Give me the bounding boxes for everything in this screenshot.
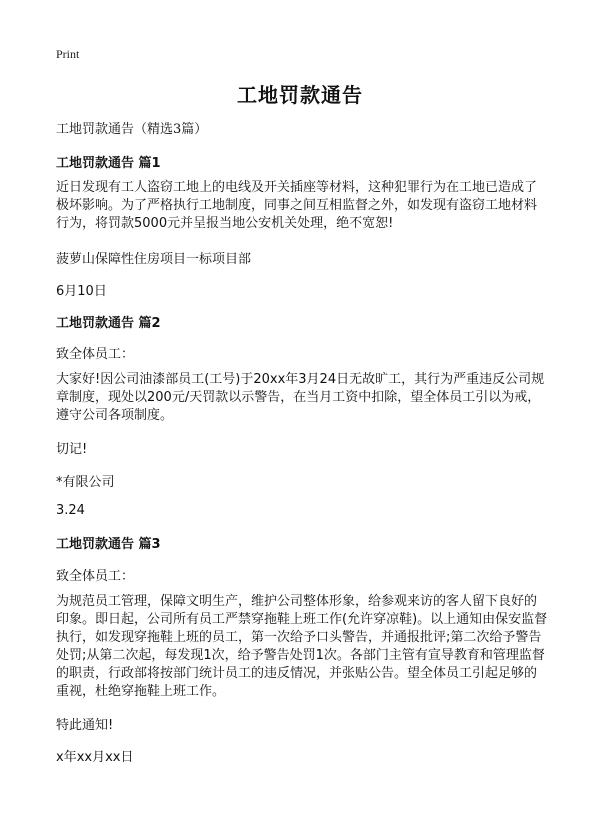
document-subtitle: 工地罚款通告（精选3篇） [56,122,208,137]
section-2-greeting: 致全体员工： [56,347,135,362]
section-3-body: 为规范员工管理，保障文明生产，维护公司整体形象，给参观来访的客人留下良好的印象。即日起，公司所有员工严禁穿拖鞋上班工作(允许穿凉鞋)。以上通知由保安监督执行，如发现穿拖鞋上班的员工，第一次给予口头警告，并通报批评;第二次给予警告处罚;从第二次起，每发现1次，给予警告处罚1次。各部门主管有宣导教育和管理监督的职责，行政部将按部门统计员工的违反情况，并张贴公告。望全体员工引起足够的重视，杜绝穿拖鞋上班工作。 [56,594,548,699]
section-2-signature: *有限公司 [56,475,115,490]
section-1-signature: 菠萝山保障性住房项目一标项目部 [56,252,252,267]
print-label: Print [56,47,80,61]
section-3-date: x年xx月xx日 [56,750,134,765]
section-2-body: 大家好!因公司油漆部员工(工号)于20xx年3月24日无故旷工，其行为严重违反公司规章制度，现处以200元/天罚款以示警告，在当月工资中扣除，望全体员工引以为戒，遵守公司各项制度。 [56,372,545,423]
section-3-heading: 工地罚款通告 篇3 [56,537,161,552]
document-title: 工地罚款通告 [237,83,363,107]
section-1-date: 6月10日 [56,284,107,299]
section-2-date: 3.24 [56,503,85,518]
section-1-heading: 工地罚款通告 篇1 [56,156,161,171]
section-3-closing: 特此通知! [56,718,114,733]
section-3-greeting: 致全体员工： [56,569,135,584]
section-1-body: 近日发现有工人盗窃工地上的电线及开关插座等材料，这种犯罪行为在工地已造成了极坏影响。为了严格执行工地制度，同事之间互相监督之外，如发现有盗窃工地材料行为，将罚款5000元并呈报当地公安机关处理，绝不宽恕! [56,180,538,231]
section-2-closing: 切记! [56,442,88,457]
section-2-heading: 工地罚款通告 篇2 [56,316,161,331]
